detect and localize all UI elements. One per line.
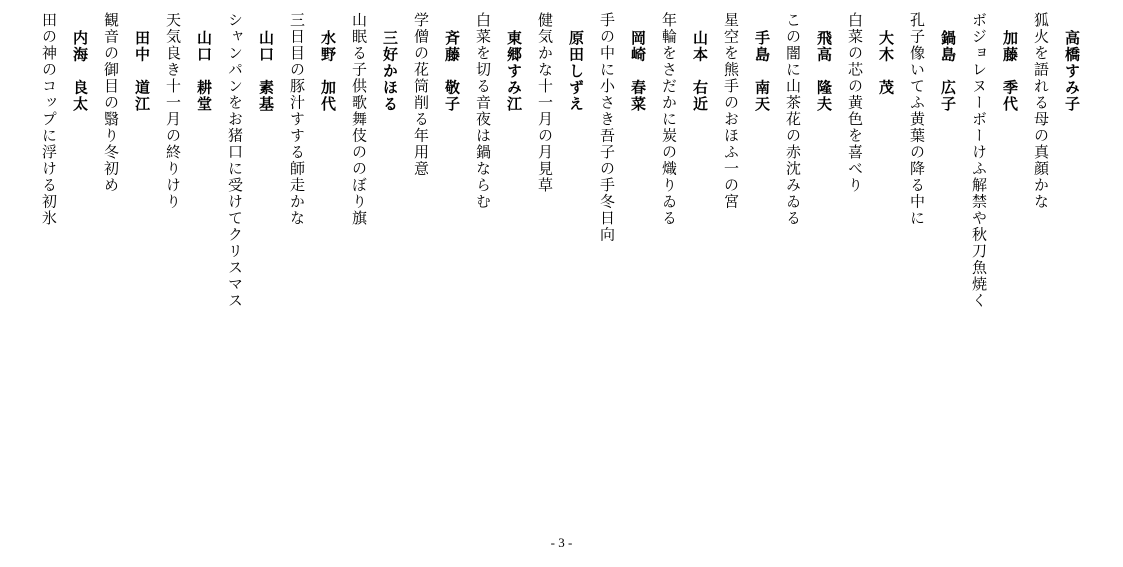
poem-entry	[594, 12, 651, 512]
poem-entry	[346, 12, 403, 512]
poem-entry	[284, 12, 341, 512]
poem-entry	[532, 12, 589, 512]
poem-entry	[904, 12, 961, 512]
haiku-text: 田の神のコップに浮ける初氷	[40, 12, 58, 227]
haiku-text: 観音の御目の翳り冬初め	[102, 12, 120, 194]
poem-entry	[160, 12, 217, 512]
haiku-text: この闇に山茶花の赤沈みゐる	[784, 12, 802, 227]
poem-entry	[408, 12, 465, 512]
poet-name: 加藤 季代	[1001, 30, 1019, 113]
poet-name: 斉藤 敬子	[443, 30, 461, 113]
poet-name: 飛高 隆夫	[815, 30, 833, 113]
haiku-text: 天気良き十一月の終りけり	[164, 12, 182, 210]
haiku-text: 星空を熊手のおほふ一の宮	[722, 12, 740, 210]
haiku-text: シャンパンをお猪口に受けてクリスマス	[226, 12, 244, 309]
haiku-text: ボジョレヌーボーけふ解禁や秋刀魚焼く	[970, 12, 988, 309]
haiku-text: 白菜を切る音夜は鍋ならむ	[474, 12, 492, 210]
poet-name: 高橋すみ子	[1063, 30, 1081, 113]
poem-entry	[718, 12, 775, 512]
poet-name: 内海 良太	[71, 30, 89, 113]
haiku-text: 手の中に小さき吾子の手冬日向	[598, 12, 616, 243]
haiku-text: 健気かな十一月の月見草	[536, 12, 554, 194]
haiku-text: 三日目の豚汁すする師走かな	[288, 12, 306, 227]
poem-entry	[966, 12, 1023, 512]
poet-name: 岡崎 春菜	[629, 30, 647, 113]
poem-entry	[222, 12, 279, 512]
poet-name: 山口 素基	[257, 30, 275, 113]
poet-name: 鍋島 広子	[939, 30, 957, 113]
haiku-text: 学僧の花筒削る年用意	[412, 12, 430, 177]
poem-entry	[780, 12, 837, 512]
poet-name: 三好かほる	[381, 30, 399, 113]
poet-name: 原田しずえ	[567, 30, 585, 113]
poet-name: 山口 耕堂	[195, 30, 213, 113]
poem-list	[36, 12, 1085, 512]
haiku-text: 孔子像いてふ黄葉の降る中に	[908, 12, 926, 227]
poem-entry	[36, 12, 93, 512]
poet-name: 水野 加代	[319, 30, 337, 113]
poet-name: 田中 道江	[133, 30, 151, 113]
page-number: - 3 -	[550, 535, 573, 550]
poem-entry	[1028, 12, 1085, 512]
haiku-text: 白菜の芯の黄色を喜べり	[846, 12, 864, 194]
poem-entry	[656, 12, 713, 512]
poet-name: 山本 右近	[691, 30, 709, 113]
haiku-text: 山眠る子供歌舞伎ののぼり旗	[350, 12, 368, 227]
poet-name: 東郷すみ江	[505, 30, 523, 113]
poem-entry	[842, 12, 899, 512]
haiku-text: 狐火を語れる母の真顔かな	[1032, 12, 1050, 210]
poet-name: 手島 南天	[753, 30, 771, 113]
haiku-text: 年輪をさだかに炭の熾りゐる	[660, 12, 678, 227]
poem-entry	[470, 12, 527, 512]
poem-entry	[98, 12, 155, 512]
poet-name: 大木 茂	[877, 30, 895, 96]
